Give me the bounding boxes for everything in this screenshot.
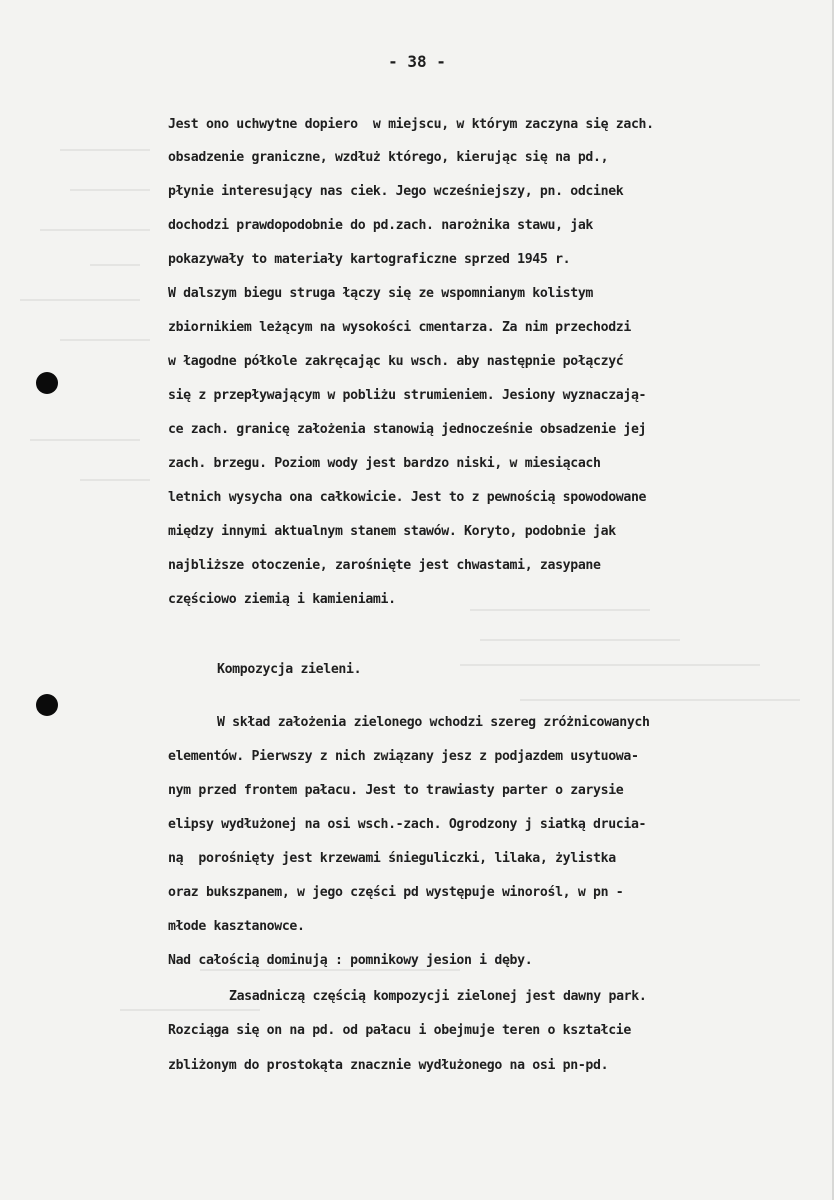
text-line: młode kasztanowce.: [168, 919, 305, 934]
text-line: Jest ono uchwytne dopiero w miejscu, w którym zaczyna się zach.: [168, 117, 654, 132]
text-line: ną porośnięty jest krzewami śnieguliczki, lilaka, żylistka: [168, 851, 616, 866]
text-line: się z przepływającym w pobliżu strumieniem. Jesiony wyznaczają-: [168, 388, 647, 403]
text-line: Zasadniczą częścią kompozycji zielonej jest dawny park.: [229, 989, 647, 1004]
text-line: dochodzi prawdopodobnie do pd.zach. narożnika stawu, jak: [168, 218, 594, 233]
text-line: w łagodne półkole zakręcając ku wsch. aby następnie połączyć: [168, 354, 624, 369]
page-number: - 38 -: [388, 52, 446, 71]
text-line: obsadzenie graniczne, wzdłuż którego, kierując się na pd.,: [168, 150, 609, 165]
text-line: płynie interesujący nas ciek. Jego wcześniejszy, pn. odcinek: [168, 184, 624, 199]
text-line: Rozciąga się on na pd. od pałacu i obejmuje teren o kształcie: [168, 1023, 631, 1038]
text-line: częściowo ziemią i kamieniami.: [168, 592, 396, 607]
text-line: pokazywały to materiały kartograficzne sprzed 1945 r.: [168, 252, 571, 267]
text-line: letnich wysycha ona całkowicie. Jest to z pewnością spowodowane: [168, 490, 647, 505]
text-line: najbliższe otoczenie, zarośnięte jest chwastami, zasypane: [168, 558, 601, 573]
text-line: nym przed frontem pałacu. Jest to trawiasty parter o zarysie: [168, 783, 624, 798]
text-line: Nad całością dominują : pomnikowy jesion i dęby.: [168, 953, 533, 968]
punch-hole-bottom: [36, 694, 58, 716]
text-line: elementów. Pierwszy z nich związany jesz z podjazdem usytuowa-: [168, 749, 639, 764]
text-line: elipsy wydłużonej na osi wsch.-zach. Ogrodzony j siatką drucia-: [168, 817, 647, 832]
text-line: W skład założenia zielonego wchodzi szereg zróżnicowanych: [217, 715, 650, 730]
text-line: W dalszym biegu struga łączy się ze wspomnianym kolistym: [168, 286, 594, 301]
text-line: ce zach. granicę założenia stanowią jednocześnie obsadzenie jej: [168, 422, 647, 437]
text-line: zbliżonym do prostokąta znacznie wydłużonego na osi pn-pd.: [168, 1058, 609, 1073]
text-line: zbiornikiem leżącym na wysokości cmentarza. Za nim przechodzi: [168, 320, 631, 335]
section-heading: Kompozycja zieleni.: [217, 662, 362, 677]
text-line: oraz bukszpanem, w jego części pd występuje winorośl, w pn -: [168, 885, 624, 900]
text-line: zach. brzegu. Poziom wody jest bardzo niski, w miesiącach: [168, 456, 601, 471]
punch-hole-top: [36, 372, 58, 394]
text-line: między innymi aktualnym stanem stawów. Koryto, podobnie jak: [168, 524, 616, 539]
